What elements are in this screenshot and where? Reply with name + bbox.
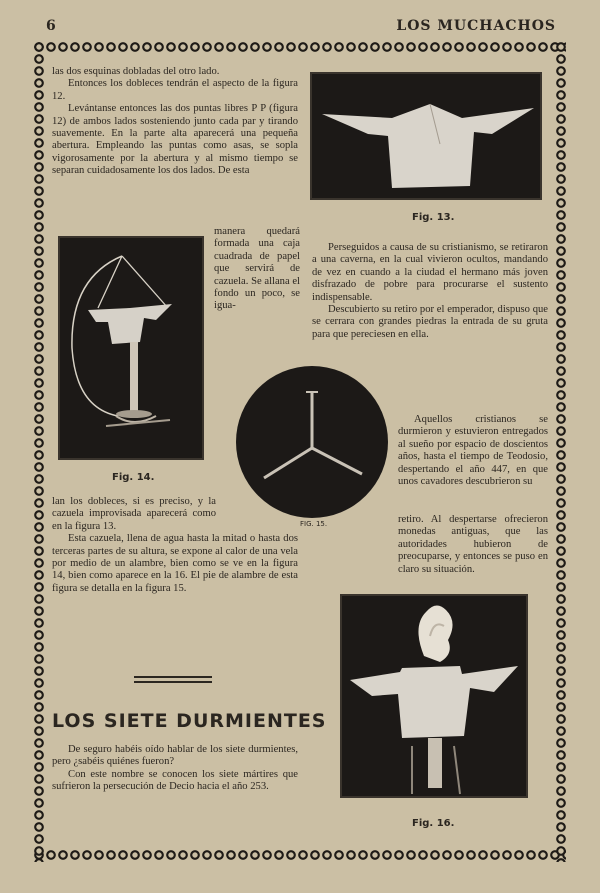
- ornamental-border-right: [556, 42, 566, 862]
- left-column-bottom-text: [52, 496, 298, 595]
- figure-15-caption: FIG. 15.: [300, 520, 328, 528]
- ornamental-border-left: [34, 42, 44, 862]
- figure-16-photo: [340, 594, 528, 798]
- ornamental-border-bottom: [34, 850, 566, 860]
- right-narrow-text: [398, 414, 548, 488]
- left-column-top-text: [52, 66, 298, 178]
- paragraph: Perseguidos a causa de su cristianismo, se retiraron a una caverna, en la cual vivieron ocultos, mandando de vez en cuando a la ciudad el hermano más joven disfrazado de pobre para procurarse el sustento indispensable.: [312, 242, 548, 303]
- paragraph: las dos esquinas dobladas del otro lado.: [52, 66, 220, 77]
- section-text: [52, 744, 298, 794]
- section-divider: [134, 676, 212, 678]
- paragraph: retiro. Al despertarse ofrecieron monedas antiguas, que las autoridades hubieron de preocuparse, y entonces se puso en claro su situación.: [398, 514, 548, 575]
- paragraph: lan los dobleces, si es preciso, y la cazuela improvisada aparecerá como en la figura 13.: [52, 496, 216, 532]
- section-divider: [134, 681, 212, 683]
- section-title: LOS SIETE DURMIENTES: [52, 710, 327, 732]
- figure-13-caption: Fig. 13.: [412, 212, 455, 223]
- narrow-column-text: [214, 226, 300, 313]
- figure-14-caption: Fig. 14.: [112, 472, 155, 483]
- right-bottom-text: [312, 514, 548, 576]
- paragraph: De seguro habéis oído hablar de los siete durmientes, pero ¿sabéis quiénes fueron?: [52, 744, 298, 768]
- paragraph: Con este nombre se conocen los siete mártires que sufrieron la persecución de Decio hacia el año 253.: [52, 768, 298, 793]
- ornamental-border-top: [34, 42, 566, 52]
- page-number: 6: [46, 18, 56, 34]
- paragraph: manera quedará formada una caja cuadrada de papel que servirá de cazuela. Se allana el fondo un poco, se igua-: [214, 226, 300, 312]
- figure-16-caption: Fig. 16.: [412, 818, 455, 829]
- right-column-text: [312, 242, 548, 341]
- paragraph: Entonces los dobleces tendrán el aspecto de la figura 12.: [52, 78, 298, 102]
- paragraph: Esta cazuela, llena de agua hasta la mitad o hasta dos terceras partes de su altura, se expone al calor de una vela por medio de un alambre, bien como se ve en la figura 14, bien como aparece en la 16. El pie de alambre de esta figura se detalla en la figura 15.: [52, 533, 298, 594]
- paragraph: Levántanse entonces las dos puntas libres P P (figura 12) de ambos lados sosteniendo junto cada par y tirando suavemente. En la parte alta aparecerá una pequeña abertura. Empleando las puntas como asas, se sopla vigorosamente por la abertura y al mismo tiempo se separan cuidadosamente los dos lados. De esta: [52, 103, 298, 177]
- paragraph: Aquellos cristianos se durmieron y estuvieron entregados al sueño por espacio de doscientos años, hasta el tiempo de Teodosio, despertando el año 447, en que unos cavadores descubrieron su: [398, 414, 548, 488]
- figure-13-photo: [310, 72, 542, 200]
- figure-14-photo: [58, 236, 204, 460]
- magazine-title: LOS MUCHACHOS: [396, 18, 556, 34]
- paragraph: Descubierto su retiro por el emperador, dispuso que se cerrara con grandes piedras la entrada de su gruta para que pereciesen en ella.: [312, 304, 548, 340]
